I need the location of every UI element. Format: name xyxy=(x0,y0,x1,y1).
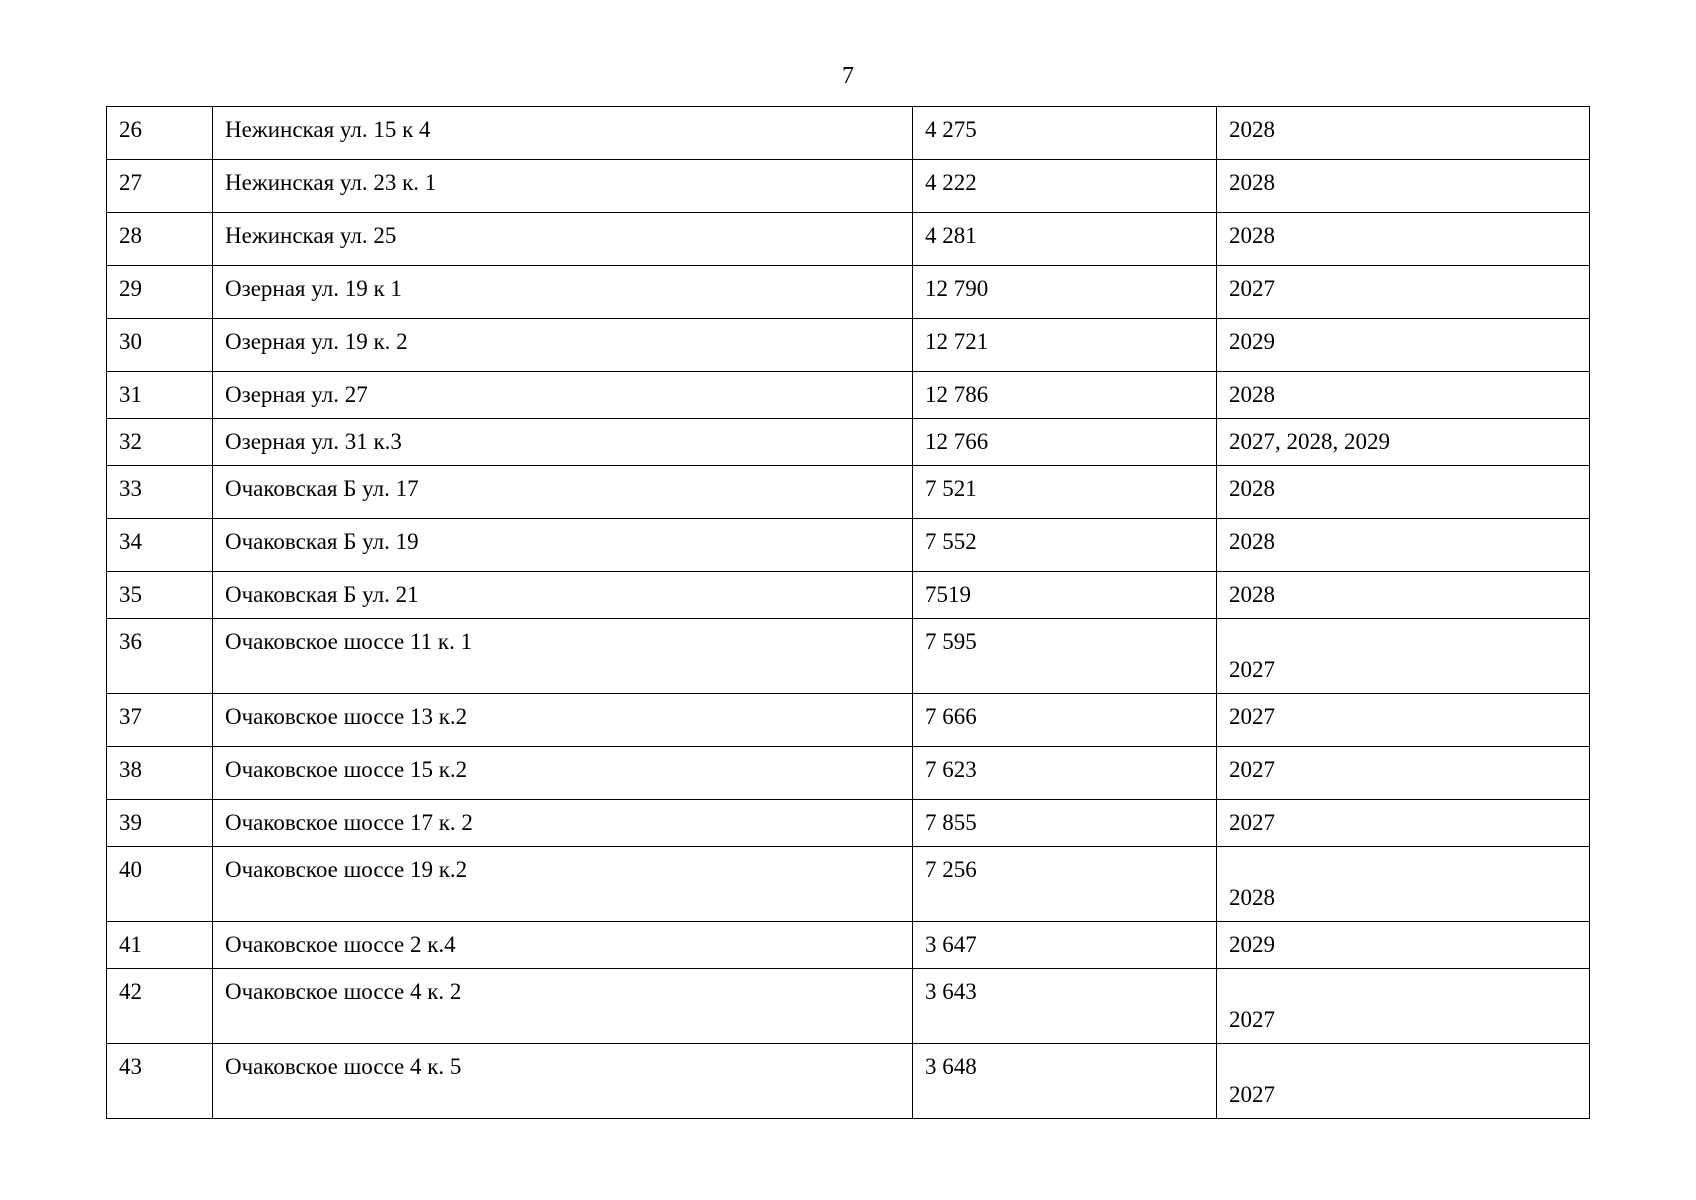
code-text: 12 766 xyxy=(925,429,989,454)
code-text: 7 552 xyxy=(925,529,977,554)
table-row xyxy=(107,213,1590,266)
address-text: Очаковское шоссе 2 к.4 xyxy=(225,932,456,957)
year-text: 2027 xyxy=(1229,657,1275,682)
table-row xyxy=(107,266,1590,319)
cell-code xyxy=(913,319,1217,372)
cell-year xyxy=(1217,466,1590,519)
cell-year xyxy=(1217,572,1590,619)
row-number-text: 40 xyxy=(119,857,142,882)
cell-year xyxy=(1217,266,1590,319)
code-text: 4 275 xyxy=(925,117,977,142)
code-text: 7 855 xyxy=(925,810,977,835)
cell-code xyxy=(913,619,1217,694)
row-number-text: 26 xyxy=(119,117,142,142)
cell-year xyxy=(1217,419,1590,466)
address-text: Очаковское шоссе 4 к. 2 xyxy=(225,979,462,1004)
code-text: 4 222 xyxy=(925,170,977,195)
row-number-text: 31 xyxy=(119,382,142,407)
year-text: 2028 xyxy=(1229,885,1275,910)
cell-code xyxy=(913,372,1217,419)
row-number-text: 35 xyxy=(119,582,142,607)
cell-code xyxy=(913,572,1217,619)
page-number: 7 xyxy=(842,63,854,89)
code-text: 7519 xyxy=(925,582,971,607)
code-text: 7 595 xyxy=(925,629,977,654)
cell-address xyxy=(213,619,913,694)
cell-code xyxy=(913,969,1217,1044)
address-text: Очаковское шоссе 17 к. 2 xyxy=(225,810,473,835)
address-text: Очаковское шоссе 11 к. 1 xyxy=(225,629,473,654)
cell-number xyxy=(107,1044,213,1119)
row-number-text: 27 xyxy=(119,170,142,195)
row-number-text: 38 xyxy=(119,757,142,782)
cell-number xyxy=(107,922,213,969)
cell-number xyxy=(107,800,213,847)
cell-address xyxy=(213,160,913,213)
address-text: Очаковская Б ул. 17 xyxy=(225,476,419,501)
year-text: 2028 xyxy=(1229,117,1275,142)
cell-address xyxy=(213,1044,913,1119)
row-number-text: 32 xyxy=(119,429,142,454)
cell-address xyxy=(213,372,913,419)
cell-year xyxy=(1217,847,1590,922)
cell-address xyxy=(213,519,913,572)
cell-code xyxy=(913,800,1217,847)
address-text: Очаковское шоссе 15 к.2 xyxy=(225,757,468,782)
cell-number xyxy=(107,319,213,372)
cell-number xyxy=(107,213,213,266)
cell-address xyxy=(213,319,913,372)
cell-address xyxy=(213,466,913,519)
year-text: 2027 xyxy=(1229,810,1275,835)
cell-year xyxy=(1217,213,1590,266)
year-text: 2027, 2028, 2029 xyxy=(1229,429,1390,454)
code-text: 3 647 xyxy=(925,932,977,957)
row-number-text: 30 xyxy=(119,329,142,354)
cell-number xyxy=(107,107,213,160)
code-text: 4 281 xyxy=(925,223,977,248)
cell-year xyxy=(1217,694,1590,747)
table-row xyxy=(107,1044,1590,1119)
cell-number xyxy=(107,747,213,800)
cell-address xyxy=(213,847,913,922)
cell-address xyxy=(213,572,913,619)
row-number-text: 41 xyxy=(119,932,142,957)
year-text: 2027 xyxy=(1229,704,1275,729)
table-row xyxy=(107,107,1590,160)
cell-number xyxy=(107,519,213,572)
cell-code xyxy=(913,847,1217,922)
cell-address xyxy=(213,419,913,466)
cell-code xyxy=(913,419,1217,466)
cell-code xyxy=(913,466,1217,519)
year-text: 2028 xyxy=(1229,476,1275,501)
table-row xyxy=(107,372,1590,419)
address-text: Озерная ул. 19 к 1 xyxy=(225,276,402,301)
table-row xyxy=(107,800,1590,847)
table-row xyxy=(107,466,1590,519)
row-number-text: 36 xyxy=(119,629,142,654)
cell-address xyxy=(213,922,913,969)
cell-address xyxy=(213,213,913,266)
row-number-text: 43 xyxy=(119,1054,142,1079)
table-row xyxy=(107,747,1590,800)
code-text: 7 256 xyxy=(925,857,977,882)
table-row xyxy=(107,619,1590,694)
cell-number xyxy=(107,847,213,922)
address-text: Очаковская Б ул. 21 xyxy=(225,582,419,607)
code-text: 12 786 xyxy=(925,382,989,407)
cell-code xyxy=(913,160,1217,213)
cell-code xyxy=(913,747,1217,800)
cell-year xyxy=(1217,1044,1590,1119)
cell-number xyxy=(107,160,213,213)
year-text: 2027 xyxy=(1229,1082,1275,1107)
cell-address xyxy=(213,694,913,747)
table-row xyxy=(107,572,1590,619)
year-text: 2028 xyxy=(1229,223,1275,248)
buildings-table xyxy=(106,106,1590,1119)
code-text: 3 648 xyxy=(925,1054,977,1079)
cell-code xyxy=(913,266,1217,319)
table-body xyxy=(107,107,1590,1119)
year-text: 2027 xyxy=(1229,757,1275,782)
table-row xyxy=(107,319,1590,372)
year-text: 2028 xyxy=(1229,170,1275,195)
cell-number xyxy=(107,694,213,747)
cell-number xyxy=(107,266,213,319)
cell-number xyxy=(107,372,213,419)
address-text: Нежинская ул. 23 к. 1 xyxy=(225,170,437,195)
cell-year xyxy=(1217,107,1590,160)
cell-address xyxy=(213,800,913,847)
cell-address xyxy=(213,266,913,319)
year-text: 2027 xyxy=(1229,1007,1275,1032)
code-text: 7 521 xyxy=(925,476,977,501)
row-number-text: 34 xyxy=(119,529,142,554)
cell-address xyxy=(213,969,913,1044)
cell-year xyxy=(1217,319,1590,372)
cell-year xyxy=(1217,619,1590,694)
year-text: 2027 xyxy=(1229,276,1275,301)
row-number-text: 33 xyxy=(119,476,142,501)
table-row xyxy=(107,694,1590,747)
cell-number xyxy=(107,969,213,1044)
table-row xyxy=(107,969,1590,1044)
cell-year xyxy=(1217,969,1590,1044)
row-number-text: 28 xyxy=(119,223,142,248)
address-text: Очаковское шоссе 13 к.2 xyxy=(225,704,468,729)
table-row xyxy=(107,922,1590,969)
table-row xyxy=(107,419,1590,466)
address-text: Нежинская ул. 15 к 4 xyxy=(225,117,431,142)
row-number-text: 42 xyxy=(119,979,142,1004)
year-text: 2028 xyxy=(1229,382,1275,407)
cell-number xyxy=(107,619,213,694)
code-text: 7 666 xyxy=(925,704,977,729)
year-text: 2029 xyxy=(1229,932,1275,957)
cell-code xyxy=(913,1044,1217,1119)
code-text: 7 623 xyxy=(925,757,977,782)
address-text: Озерная ул. 31 к.3 xyxy=(225,429,402,454)
code-text: 3 643 xyxy=(925,979,977,1004)
table-row xyxy=(107,160,1590,213)
row-number-text: 29 xyxy=(119,276,142,301)
cell-address xyxy=(213,747,913,800)
cell-number xyxy=(107,466,213,519)
code-text: 12 721 xyxy=(925,329,989,354)
cell-code xyxy=(913,922,1217,969)
address-text: Нежинская ул. 25 xyxy=(225,223,397,248)
cell-code xyxy=(913,519,1217,572)
address-text: Озерная ул. 19 к. 2 xyxy=(225,329,408,354)
cell-year xyxy=(1217,160,1590,213)
year-text: 2028 xyxy=(1229,582,1275,607)
table-container xyxy=(106,106,1589,1119)
cell-code xyxy=(913,107,1217,160)
cell-year xyxy=(1217,800,1590,847)
cell-number xyxy=(107,572,213,619)
year-text: 2029 xyxy=(1229,329,1275,354)
address-text: Озерная ул. 27 xyxy=(225,382,368,407)
cell-number xyxy=(107,419,213,466)
row-number-text: 39 xyxy=(119,810,142,835)
cell-year xyxy=(1217,922,1590,969)
row-number-text: 37 xyxy=(119,704,142,729)
table-row xyxy=(107,847,1590,922)
address-text: Очаковская Б ул. 19 xyxy=(225,529,419,554)
address-text: Очаковское шоссе 19 к.2 xyxy=(225,857,468,882)
cell-address xyxy=(213,107,913,160)
year-text: 2028 xyxy=(1229,529,1275,554)
address-text: Очаковское шоссе 4 к. 5 xyxy=(225,1054,462,1079)
table-row xyxy=(107,519,1590,572)
cell-year xyxy=(1217,372,1590,419)
cell-year xyxy=(1217,747,1590,800)
cell-code xyxy=(913,213,1217,266)
cell-year xyxy=(1217,519,1590,572)
cell-code xyxy=(913,694,1217,747)
code-text: 12 790 xyxy=(925,276,989,301)
